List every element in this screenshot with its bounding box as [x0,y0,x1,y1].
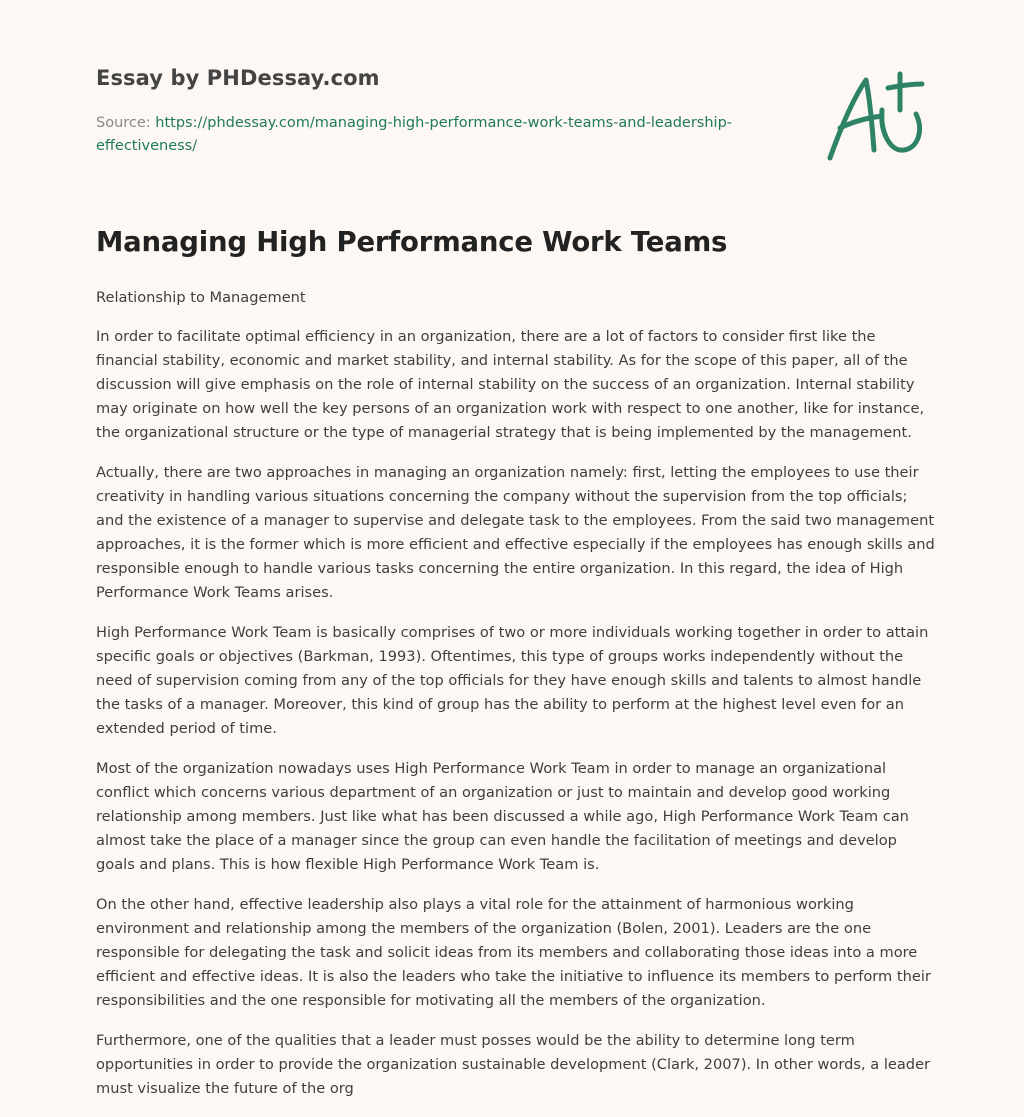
paragraph: On the other hand, effective leadership also plays a vital role for the attainment of harmonious working environment and relationship among the members of the organization (Bolen, 2001). Leaders are the one responsible for delegating the task and solicit ideas from its members and collaborating those ideas into a more efficient and effective ideas. It is also the leaders who take the initiative to influence its members to perform their responsibilities and the one responsible for motivating all the members of the organization. [96,896,931,1009]
paragraph: Actually, there are two approaches in managing an organization namely: first, letting the employees to use their creativity in handling various situations concerning the company without the supervision from the top officials; and the existence of a manager to supervise and delegate task to the employees. From the said two management approaches, it is the former which is more efficient and effective especially if the employees has enough skills and responsible enough to handle various tasks concerning the entire organization. In this regard, the idea of High Performance Work Teams arises. [96,464,935,601]
paragraph: Most of the organization nowadays uses High Performance Work Team in order to manage an organizational conflict which concerns various department of an organization or just to maintain and develop good working relationship among members. Just like what has been discussed a while ago, High Performance Work Team can almost take the place of a manager since the group can even handle the facilitation of meetings and develop goals and plans. This is how flexible High Performance Work Team is. [96,760,909,873]
paragraph: Furthermore, one of the qualities that a leader must posses would be the ability to determine long term opportunities in order to provide the organization sustainable development (Clark, 2007). In other words, a leader must visualize the future of the org [96,1032,931,1097]
a-plus-logo-icon [826,70,926,162]
essay-title: Managing High Performance Work Teams [96,226,728,258]
section-heading: Relationship to Management [96,289,306,306]
paragraph: High Performance Work Team is basically comprises of two or more individuals working together in order to attain specific goals or objectives (Barkman, 1993). Oftentimes, this type of groups works independently without the need of supervision coming from any of the top officials for they have enough skills and talents to almost handle the tasks of a manager. Moreover, this kind of group has the ability to perform at the highest level even for an extended period of time. [96,624,929,737]
source-line [96,112,776,158]
essay-body [96,286,936,1117]
source-label: Source: [96,115,151,131]
source-link[interactable]: https://phdessay.com/managing-high-performance-work-teams-and-leadership-effectiveness/ [96,115,733,154]
paragraph: In order to facilitate optimal efficiency in an organization, there are a lot of factors to consider first like the financial stability, economic and market stability, and internal stability. As for the scope of this paper, all of the discussion will give emphasis on the role of internal stability on the success of an organization. Internal stability may originate on how well the key persons of an organization work with respect to one another, like for instance, the organizational structure or the type of managerial strategy that is being implemented by the management. [96,328,925,441]
site-title: Essay by PHDessay.com [96,66,380,90]
